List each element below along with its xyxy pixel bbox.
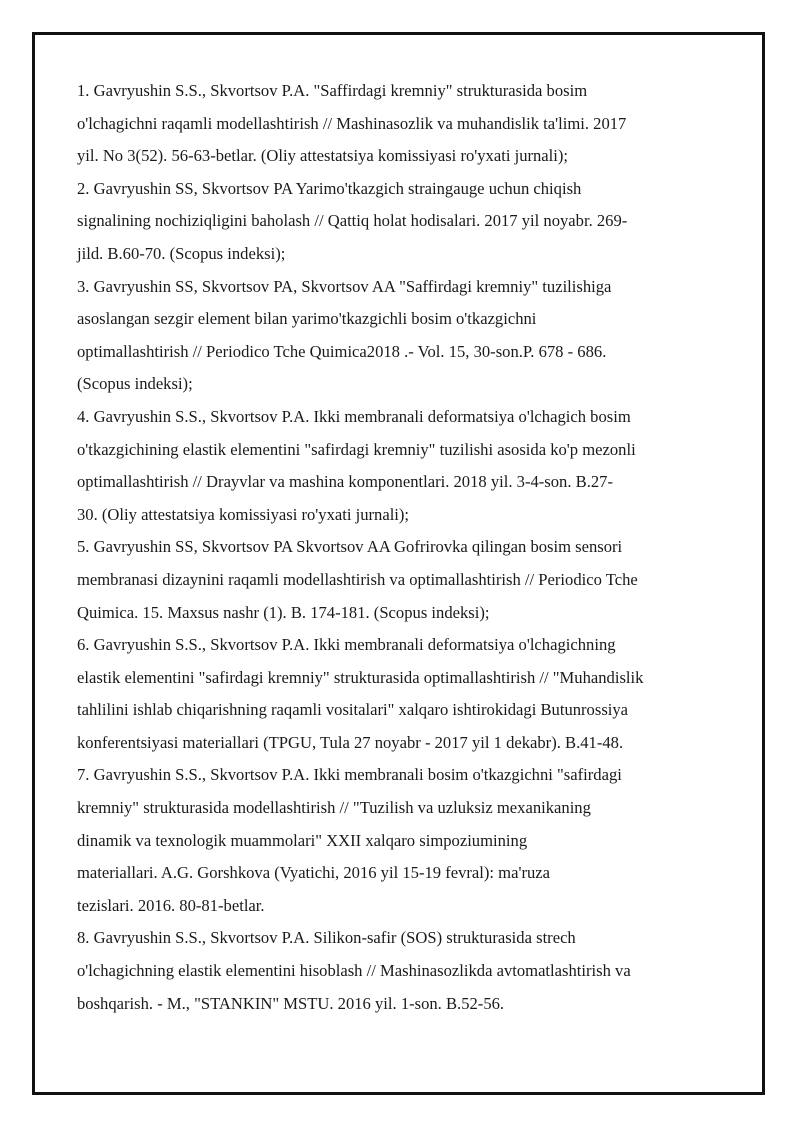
reference-list [77, 75, 727, 1020]
reference-line: 6. Gavryushin S.S., Skvortsov P.A. Ikki membranali deformatsiya o'lchagichning [77, 635, 616, 655]
reference-item [77, 759, 727, 922]
reference-item [77, 173, 727, 271]
reference-line: 4. Gavryushin S.S., Skvortsov P.A. Ikki membranali deformatsiya o'lchagich bosim [77, 406, 631, 426]
reference-item [77, 271, 727, 401]
reference-line: membranasi dizaynini raqamli modellashtirish va optimallashtirish // Periodico Tche [77, 569, 638, 589]
reference-line: Quimica. 15. Maxsus nashr (1). B. 174-181. (Scopus indeksi); [77, 602, 490, 622]
reference-line: (Scopus indeksi); [77, 374, 193, 394]
reference-line: materiallari. A.G. Gorshkova (Vyatichi, 2016 yil 15-19 fevral): ma'ruza [77, 863, 551, 883]
reference-item [77, 531, 727, 629]
reference-item [77, 922, 727, 1020]
reference-line: 2. Gavryushin SS, Skvortsov PA Yarimo'tkazgich straingauge uchun chiqish [77, 178, 582, 198]
reference-item [77, 401, 727, 531]
reference-line: 30. (Oliy attestatsiya komissiyasi ro'yxati jurnali); [77, 504, 410, 524]
reference-line: tahlilini ishlab chiqarishning raqamli vositalari" xalqaro ishtirokidagi Butunrossiya [77, 700, 629, 720]
reference-line: signalining nochiziqligini baholash // Qattiq holat hodisalari. 2017 yil noyabr. 269- [77, 211, 628, 231]
reference-line: dinamik va texnologik muammolari" XXII xalqaro simpoziumining [77, 830, 528, 850]
reference-line: kremniy" strukturasida modellashtirish // "Tuzilish va uzluksiz mexanikaning [77, 798, 591, 818]
reference-line: o'tkazgichining elastik elementini "safirdagi kremniy" tuzilishi asosida ko'p mezonli [77, 439, 636, 459]
reference-line: konferentsiyasi materiallari (TPGU, Tula 27 noyabr - 2017 yil 1 dekabr). B.41-48. [77, 732, 624, 752]
reference-line: o'lchagichni raqamli modellashtirish // Mashinasozlik va muhandislik ta'limi. 2017 [77, 113, 627, 133]
reference-line: 7. Gavryushin S.S., Skvortsov P.A. Ikki membranali bosim o'tkazgichni "safirdagi [77, 765, 622, 785]
reference-item [77, 629, 727, 759]
reference-line: asoslangan sezgir element bilan yarimo'tkazgichli bosim o'tkazgichni [77, 309, 537, 329]
reference-line: 8. Gavryushin S.S., Skvortsov P.A. Silikon-safir (SOS) strukturasida strech [77, 928, 576, 948]
reference-line: 5. Gavryushin SS, Skvortsov PA Skvortsov AA Gofrirovka qilingan bosim sensori [77, 537, 623, 557]
reference-line: 3. Gavryushin SS, Skvortsov PA, Skvortsov AA "Saffirdagi kremniy" tuzilishiga [77, 276, 612, 296]
reference-line: elastik elementini "safirdagi kremniy" strukturasida optimallashtirish // "Muhandislik [77, 667, 644, 687]
reference-line: optimallashtirish // Periodico Tche Quimica2018 .- Vol. 15, 30-son.P. 678 - 686. [77, 341, 607, 361]
reference-item [77, 75, 727, 173]
reference-line: yil. No 3(52). 56-63-betlar. (Oliy attestatsiya komissiyasi ro'yxati jurnali); [77, 146, 569, 166]
reference-line: jild. B.60-70. (Scopus indeksi); [77, 243, 286, 263]
reference-line: optimallashtirish // Drayvlar va mashina komponentlari. 2018 yil. 3-4-son. B.27- [77, 472, 613, 492]
reference-line: 1. Gavryushin S.S., Skvortsov P.A. "Saffirdagi kremniy" strukturasida bosim [77, 81, 588, 100]
reference-line: boshqarish. - M., "STANKIN" MSTU. 2016 yil. 1-son. B.52-56. [77, 993, 505, 1013]
reference-line: o'lchagichning elastik elementini hisoblash // Mashinasozlikda avtomatlashtirish va [77, 961, 631, 981]
reference-line: tezislari. 2016. 80-81-betlar. [77, 895, 265, 915]
